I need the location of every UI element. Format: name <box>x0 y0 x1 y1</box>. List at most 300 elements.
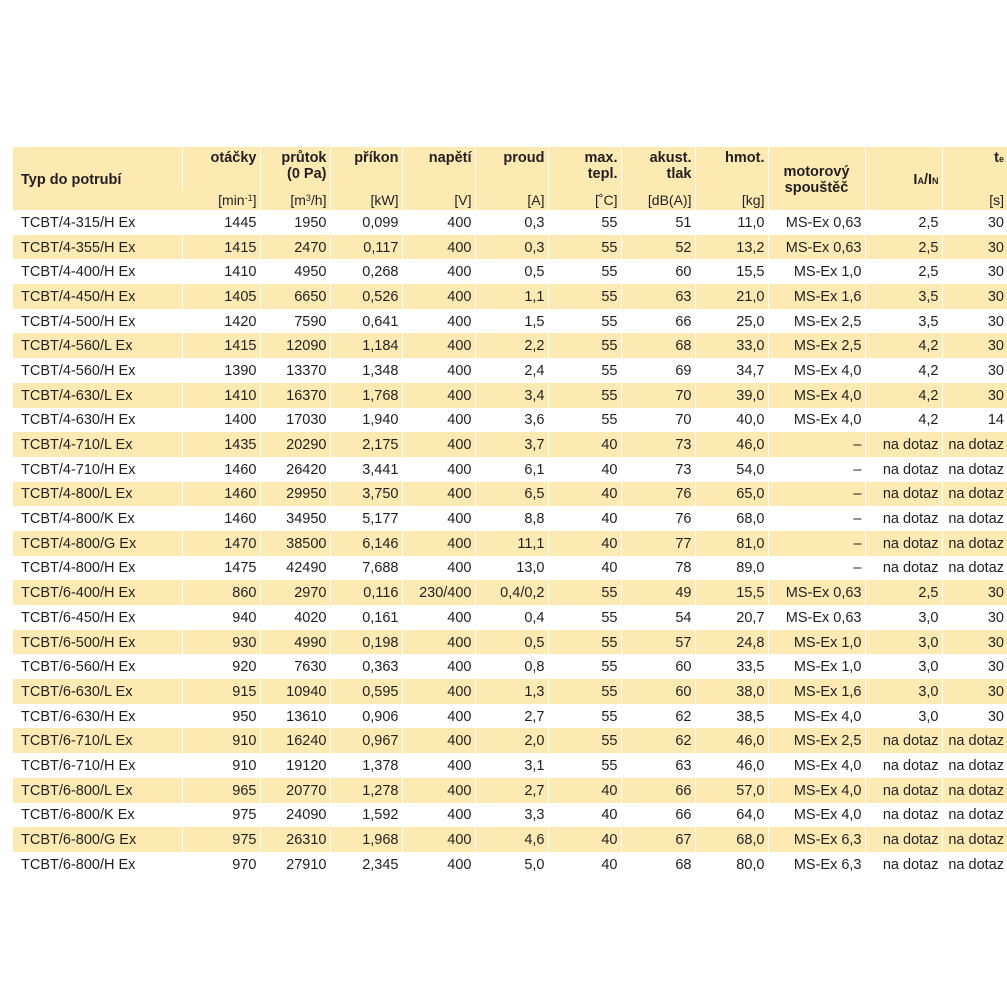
col-header-current: proud <box>475 147 548 190</box>
table-cell: 950 <box>182 704 260 729</box>
table-cell: 2,7 <box>475 704 548 729</box>
col-header-flow: průtok (0 Pa) <box>260 147 330 190</box>
table-cell: na dotaz <box>865 432 942 457</box>
table-cell: 2970 <box>260 580 330 605</box>
table-cell: 400 <box>402 284 475 309</box>
col-header-weight: hmot. <box>695 147 768 190</box>
table-cell: TCBT/4-560/L Ex <box>13 333 182 358</box>
table-cell: 40 <box>548 482 621 507</box>
table-cell: 30 <box>942 333 1007 358</box>
table-cell: 920 <box>182 654 260 679</box>
table-row <box>13 580 1007 605</box>
table-cell: 55 <box>548 259 621 284</box>
table-cell: 66 <box>621 309 695 334</box>
table-cell: 1410 <box>182 259 260 284</box>
table-cell: 1,592 <box>330 803 402 828</box>
table-cell: MS-Ex 1,6 <box>768 679 865 704</box>
table-cell: 400 <box>402 852 475 877</box>
table-cell: 20770 <box>260 778 330 803</box>
table-cell: 0,161 <box>330 605 402 630</box>
table-cell: MS-Ex 4,0 <box>768 803 865 828</box>
table-cell: 400 <box>402 457 475 482</box>
table-cell: 0,4 <box>475 605 548 630</box>
table-cell: 2,345 <box>330 852 402 877</box>
table-cell: TCBT/4-800/H Ex <box>21 560 136 577</box>
table-cell: MS-Ex 4,0 <box>768 704 865 729</box>
table-cell: 49 <box>621 580 695 605</box>
table-cell: 3,5 <box>865 309 942 334</box>
table-cell: 55 <box>548 630 621 655</box>
unit-weight: [kg] <box>695 190 768 210</box>
col-header-current-ratio: IA/IN <box>865 147 942 210</box>
table-cell: MS-Ex 4,0 <box>768 358 865 383</box>
table-cell: MS-Ex 2,5 <box>768 333 865 358</box>
table-cell: 1,768 <box>330 383 402 408</box>
table-cell: 20,7 <box>695 605 768 630</box>
table-cell: – <box>768 506 865 531</box>
table-cell: 40 <box>548 852 621 877</box>
table-cell: 7630 <box>260 654 330 679</box>
table-cell: – <box>768 531 865 556</box>
table-cell: MS-Ex 0,63 <box>768 580 865 605</box>
table-cell: 1420 <box>182 309 260 334</box>
table-cell: 38,5 <box>695 704 768 729</box>
table-cell: 78 <box>621 556 695 581</box>
table-cell: TCBT/6-710/L Ex <box>13 728 182 753</box>
table-row <box>13 309 1007 334</box>
table-cell: TCBT/6-800/L Ex <box>13 778 182 803</box>
table-cell: 3,441 <box>330 457 402 482</box>
table-cell: 70 <box>621 408 695 433</box>
table-cell: 30 <box>942 210 1007 235</box>
table-cell: 3,6 <box>475 408 548 433</box>
table-cell: 38,0 <box>695 679 768 704</box>
table-cell: 52 <box>621 235 695 260</box>
table-cell: 1470 <box>182 531 260 556</box>
table-cell: 2,7 <box>475 778 548 803</box>
table-cell: 1,5 <box>475 309 548 334</box>
table-cell: na dotaz <box>942 827 1007 852</box>
table-cell: 77 <box>621 531 695 556</box>
table-cell: 55 <box>548 728 621 753</box>
table-cell: 3,1 <box>475 753 548 778</box>
table-row <box>13 704 1007 729</box>
table-cell: 40 <box>548 803 621 828</box>
table-cell: 57 <box>621 630 695 655</box>
table-cell: MS-Ex 2,5 <box>768 309 865 334</box>
table-cell: 65,0 <box>695 482 768 507</box>
header-row <box>13 147 1007 190</box>
table-cell: – <box>768 457 865 482</box>
table-cell: 19120 <box>260 753 330 778</box>
table-cell: na dotaz <box>942 728 1007 753</box>
table-cell: 27910 <box>260 852 330 877</box>
table-cell: 81,0 <box>695 531 768 556</box>
table-cell: MS-Ex 0,63 <box>768 605 865 630</box>
table-cell: na dotaz <box>865 457 942 482</box>
table-cell: 13610 <box>260 704 330 729</box>
table-cell: 30 <box>942 630 1007 655</box>
table-cell: 30 <box>942 383 1007 408</box>
table-cell: TCBT/4-355/H Ex <box>13 235 182 260</box>
table-cell: na dotaz <box>865 556 942 581</box>
table-row <box>13 457 1007 482</box>
table-cell: 0,268 <box>330 259 402 284</box>
table-cell: na dotaz <box>942 506 1007 531</box>
table-cell: MS-Ex 4,0 <box>768 408 865 433</box>
table-cell: 1435 <box>182 432 260 457</box>
table-cell: 4,2 <box>865 358 942 383</box>
table-cell: 3,0 <box>865 630 942 655</box>
table-cell: 76 <box>621 506 695 531</box>
table-cell: 10940 <box>260 679 330 704</box>
table-cell: na dotaz <box>942 753 1007 778</box>
table-cell: 34,7 <box>695 358 768 383</box>
table-cell: MS-Ex 4,0 <box>768 753 865 778</box>
table-cell: 68 <box>621 852 695 877</box>
table-cell: TCBT/6-630/L Ex <box>13 679 182 704</box>
table-cell: 40,0 <box>695 408 768 433</box>
table-cell: 910 <box>182 728 260 753</box>
table-cell: 0,967 <box>330 728 402 753</box>
table-cell: 16370 <box>260 383 330 408</box>
table-row <box>13 333 1007 358</box>
table-cell: na dotaz <box>942 556 1007 581</box>
table-cell: TCBT/4-400/H Ex <box>21 264 136 281</box>
table-cell: 860 <box>182 580 260 605</box>
table-cell: MS-Ex 1,0 <box>768 654 865 679</box>
table-row <box>13 803 1007 828</box>
table-cell: 3,4 <box>475 383 548 408</box>
table-cell: TCBT/6-450/H Ex <box>21 609 136 626</box>
table-cell: na dotaz <box>865 803 942 828</box>
table-row <box>13 506 1007 531</box>
table-cell: na dotaz <box>865 753 942 778</box>
table-cell: 26310 <box>260 827 330 852</box>
table-cell: 2,5 <box>865 580 942 605</box>
table-cell: 2,5 <box>865 235 942 260</box>
table-cell: 1475 <box>182 556 260 581</box>
table-cell: 2,175 <box>330 432 402 457</box>
table-cell: na dotaz <box>865 852 942 877</box>
table-cell: MS-Ex 0,63 <box>768 235 865 260</box>
table-cell: 68,0 <box>695 827 768 852</box>
table-cell: 1390 <box>182 358 260 383</box>
table-cell: 24,8 <box>695 630 768 655</box>
table-cell: TCBT/6-560/H Ex <box>21 659 136 676</box>
table-cell: 0,906 <box>330 704 402 729</box>
table-cell: 0,641 <box>330 309 402 334</box>
fan-spec-table <box>13 147 1007 877</box>
table-cell: na dotaz <box>865 506 942 531</box>
table-cell: 1,968 <box>330 827 402 852</box>
table-cell: 76 <box>621 482 695 507</box>
table-cell: 1950 <box>260 210 330 235</box>
table-cell: 0,3 <box>475 235 548 260</box>
table-cell: – <box>768 432 865 457</box>
table-cell: 400 <box>402 408 475 433</box>
table-cell: TCBT/6-400/H Ex <box>13 580 182 605</box>
table-cell: MS-Ex 1,0 <box>768 630 865 655</box>
unit-current: [A] <box>475 190 548 210</box>
table-cell: 33,0 <box>695 333 768 358</box>
table-cell: MS-Ex 4,0 <box>768 383 865 408</box>
table-cell: MS-Ex 1,0 <box>768 259 865 284</box>
table-cell: 4,2 <box>865 408 942 433</box>
table-cell: 400 <box>402 556 475 581</box>
table-cell: 1,278 <box>330 778 402 803</box>
table-cell: 70 <box>621 383 695 408</box>
table-row <box>13 235 1007 260</box>
table-cell: 55 <box>548 284 621 309</box>
table-cell: 3,0 <box>865 679 942 704</box>
table-cell: 68 <box>621 333 695 358</box>
table-cell: 970 <box>182 852 260 877</box>
unit-temp: [˚C] <box>548 190 621 210</box>
table-cell: 8,8 <box>475 506 548 531</box>
table-cell: 3,0 <box>865 704 942 729</box>
table-cell: na dotaz <box>865 531 942 556</box>
table-cell: 66 <box>621 803 695 828</box>
table-cell: MS-Ex 2,5 <box>768 728 865 753</box>
table-cell: 40 <box>548 506 621 531</box>
table-cell: 400 <box>402 333 475 358</box>
table-cell: 6,5 <box>475 482 548 507</box>
table-cell: 38500 <box>260 531 330 556</box>
table-cell: 42490 <box>260 556 330 581</box>
table-cell: 2,2 <box>475 333 548 358</box>
table-cell: 15,5 <box>695 259 768 284</box>
table-cell: 400 <box>402 383 475 408</box>
table-cell: 55 <box>548 654 621 679</box>
table-cell: TCBT/4-560/H Ex <box>21 362 136 379</box>
table-cell: 68,0 <box>695 506 768 531</box>
table-row <box>13 358 1007 383</box>
table-cell: 400 <box>402 235 475 260</box>
table-cell: 400 <box>402 679 475 704</box>
table-cell: 15,5 <box>695 580 768 605</box>
table-cell: na dotaz <box>865 778 942 803</box>
table-cell: TCBT/4-630/H Ex <box>21 412 136 429</box>
table-cell: 0,363 <box>330 654 402 679</box>
table-cell: TCBT/6-710/H Ex <box>21 757 136 774</box>
table-cell: TCBT/4-800/L Ex <box>13 482 182 507</box>
table-cell: 400 <box>402 531 475 556</box>
table-cell: 3,7 <box>475 432 548 457</box>
table-cell: 46,0 <box>695 432 768 457</box>
table-cell: na dotaz <box>942 531 1007 556</box>
unit-noise: [dB(A)] <box>621 190 695 210</box>
table-cell: 400 <box>402 309 475 334</box>
table-cell: 2470 <box>260 235 330 260</box>
table-cell: 400 <box>402 654 475 679</box>
table-cell: 62 <box>621 728 695 753</box>
table-cell: 3,0 <box>865 654 942 679</box>
unit-flow: $[m^3/h]$ <box>260 190 330 210</box>
table-cell: 1460 <box>182 506 260 531</box>
table-cell: 1,940 <box>330 408 402 433</box>
table-cell: 11,1 <box>475 531 548 556</box>
table-cell: 54 <box>621 605 695 630</box>
table-cell: 2,5 <box>865 210 942 235</box>
table-cell: 3,750 <box>330 482 402 507</box>
table-cell: 89,0 <box>695 556 768 581</box>
table-cell: 60 <box>621 259 695 284</box>
table-cell: 40 <box>548 778 621 803</box>
table-cell: 975 <box>182 803 260 828</box>
table-cell: 62 <box>621 704 695 729</box>
table-row <box>13 531 1007 556</box>
table-cell: 30 <box>942 358 1007 383</box>
table-cell: 40 <box>548 457 621 482</box>
table-cell: 55 <box>548 704 621 729</box>
table-cell: TCBT/4-800/K Ex <box>21 511 135 528</box>
table-cell: 400 <box>402 728 475 753</box>
table-cell: 1415 <box>182 235 260 260</box>
table-row <box>13 210 1007 235</box>
table-cell: 73 <box>621 457 695 482</box>
table-cell: 55 <box>548 679 621 704</box>
table-cell: MS-Ex 6,3 <box>768 827 865 852</box>
table-cell: 400 <box>402 358 475 383</box>
unit-voltage: [V] <box>402 190 475 210</box>
table-cell: 46,0 <box>695 753 768 778</box>
table-cell: 1405 <box>182 284 260 309</box>
table-row <box>13 827 1007 852</box>
table-cell: TCBT/6-800/H Ex <box>21 856 136 873</box>
table-cell: TCBT/6-800/K Ex <box>21 807 135 824</box>
col-header-power: příkon <box>330 147 402 190</box>
table-cell: 0,5 <box>475 259 548 284</box>
table-cell: TCBT/4-630/L Ex <box>13 383 182 408</box>
table-cell: 4,2 <box>865 333 942 358</box>
col-header-speed: otáčky <box>182 147 260 190</box>
table-cell: 63 <box>621 753 695 778</box>
table-cell: 39,0 <box>695 383 768 408</box>
table-cell: 4950 <box>260 259 330 284</box>
table-cell: 3,3 <box>475 803 548 828</box>
table-cell: 55 <box>548 408 621 433</box>
table-body <box>13 210 1007 877</box>
table-cell: TCBT/4-800/G Ex <box>13 531 182 556</box>
table-cell: 55 <box>548 333 621 358</box>
table-cell: 55 <box>548 210 621 235</box>
table-row <box>13 654 1007 679</box>
table-cell: 1410 <box>182 383 260 408</box>
table-cell: 0,3 <box>475 210 548 235</box>
table-cell: na dotaz <box>865 728 942 753</box>
table-cell: 30 <box>942 259 1007 284</box>
table-row <box>13 383 1007 408</box>
table-cell: 16240 <box>260 728 330 753</box>
table-row <box>13 679 1007 704</box>
table-cell: 400 <box>402 432 475 457</box>
table-cell: 400 <box>402 482 475 507</box>
table-cell: 915 <box>182 679 260 704</box>
table-cell: 0,117 <box>330 235 402 260</box>
table-cell: 54,0 <box>695 457 768 482</box>
table-cell: MS-Ex 1,6 <box>768 284 865 309</box>
table-cell: TCBT/4-450/H Ex <box>13 284 182 309</box>
table-cell: 30 <box>942 284 1007 309</box>
table-cell: 33,5 <box>695 654 768 679</box>
table-cell: 910 <box>182 753 260 778</box>
table-cell: 30 <box>942 580 1007 605</box>
unit-te: [s] <box>942 190 1007 210</box>
table-cell: 1,184 <box>330 333 402 358</box>
table-cell: 30 <box>942 309 1007 334</box>
table-cell: 13,2 <box>695 235 768 260</box>
table-cell: 12090 <box>260 333 330 358</box>
table-cell: 3,5 <box>865 284 942 309</box>
table-cell: 5,0 <box>475 852 548 877</box>
table-cell: 30 <box>942 704 1007 729</box>
table-row <box>13 728 1007 753</box>
table-cell: 1460 <box>182 457 260 482</box>
table-cell: 21,0 <box>695 284 768 309</box>
table-cell: 55 <box>548 605 621 630</box>
table-cell: 0,8 <box>475 654 548 679</box>
table-cell: 930 <box>182 630 260 655</box>
table-cell: 400 <box>402 506 475 531</box>
table-cell: 400 <box>402 210 475 235</box>
table-cell: na dotaz <box>942 432 1007 457</box>
table-cell: 57,0 <box>695 778 768 803</box>
table-cell: 64,0 <box>695 803 768 828</box>
table-cell: 80,0 <box>695 852 768 877</box>
table-cell: 20290 <box>260 432 330 457</box>
table-cell: 6,1 <box>475 457 548 482</box>
table-cell: MS-Ex 6,3 <box>768 852 865 877</box>
table-cell: 24090 <box>260 803 330 828</box>
table-cell: 55 <box>548 383 621 408</box>
table-cell: TCBT/4-710/L Ex <box>13 432 182 457</box>
table-row <box>13 852 1007 877</box>
table-cell: 14 <box>942 408 1007 433</box>
table-cell: MS-Ex 0,63 <box>768 210 865 235</box>
table-cell: 7,688 <box>330 556 402 581</box>
table-cell: 30 <box>942 605 1007 630</box>
table-cell: 0,099 <box>330 210 402 235</box>
table-cell: – <box>768 556 865 581</box>
table-cell: 4020 <box>260 605 330 630</box>
table-cell: 1,3 <box>475 679 548 704</box>
table-cell: 40 <box>548 556 621 581</box>
table-cell: 69 <box>621 358 695 383</box>
table-cell: 1415 <box>182 333 260 358</box>
table-cell: 73 <box>621 432 695 457</box>
table-row <box>13 753 1007 778</box>
table-cell: 66 <box>621 778 695 803</box>
table-cell: 400 <box>402 753 475 778</box>
col-header-noise: akust. tlak <box>621 147 695 190</box>
table-cell: 0,526 <box>330 284 402 309</box>
table-cell: 1,1 <box>475 284 548 309</box>
table-cell: 965 <box>182 778 260 803</box>
table-cell: 5,177 <box>330 506 402 531</box>
table-cell: TCBT/6-500/H Ex <box>13 630 182 655</box>
table-cell: na dotaz <box>942 852 1007 877</box>
table-cell: 4,6 <box>475 827 548 852</box>
table-cell: 975 <box>182 827 260 852</box>
table-cell: 55 <box>548 309 621 334</box>
table-cell: 30 <box>942 654 1007 679</box>
table-cell: 55 <box>548 235 621 260</box>
table-cell: 0,5 <box>475 630 548 655</box>
table-cell: 55 <box>548 580 621 605</box>
table-cell: 67 <box>621 827 695 852</box>
table-row <box>13 482 1007 507</box>
